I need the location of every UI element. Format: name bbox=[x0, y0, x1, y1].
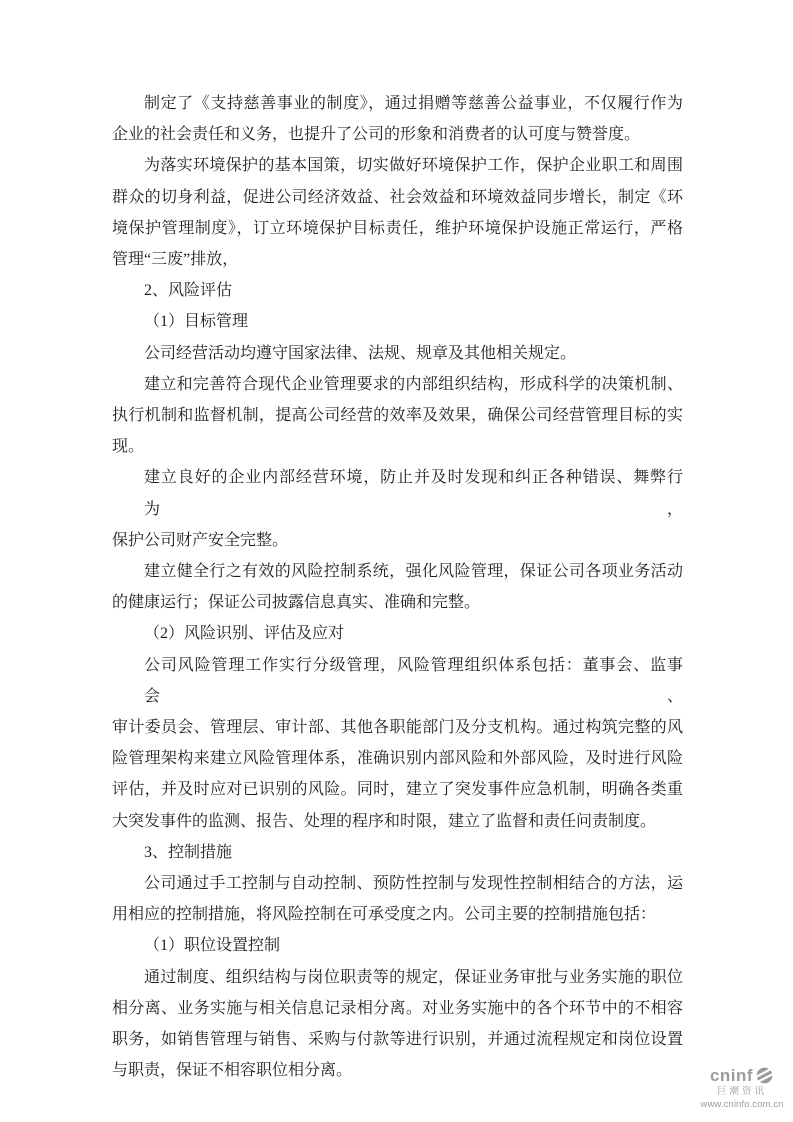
text-line: 评估，并及时应对已识别的风险。同时，建立了突发事件应急机制，明确各类重 bbox=[112, 781, 683, 799]
text-line: 现。 bbox=[112, 438, 145, 456]
swirl-globe-icon bbox=[755, 1066, 774, 1085]
text-line: 建立和完善符合现代企业管理要求的内部组织结构，形成科学的决策机制、 bbox=[144, 375, 683, 393]
text-line: （2）风险识别、评估及应对 bbox=[144, 625, 345, 643]
text-line: 公司风险管理工作实行分级管理，风险管理组织体系包括：董事会、监事会、 bbox=[144, 656, 683, 705]
text-line: （1）目标管理 bbox=[144, 313, 249, 331]
text-line: 用相应的控制措施，将风险控制在可承受度之内。公司主要的控制措施包括： bbox=[112, 906, 657, 924]
text-line: 境保护管理制度》，订立环境保护目标责任，维护环境保护设施正常运行，严格 bbox=[112, 219, 683, 237]
text-line: 公司经营活动均遵守国家法律、法规、规章及其他相关规定。 bbox=[144, 344, 577, 362]
text-line: 与职责，保证不相容职位相分离。 bbox=[112, 1062, 353, 1080]
text-line: 制定了《支持慈善事业的制度》，通过捐赠等慈善公益事业，不仅履行作为 bbox=[144, 95, 683, 112]
text-line: 为落实环境保护的基本国策，切实做好环境保护工作，保护企业职工和周围 bbox=[144, 157, 683, 175]
text-line: 执行机制和监督机制，提高公司经营的效率及效果，确保公司经营管理目标的实 bbox=[112, 407, 683, 425]
text-line: 建立健全行之有效的风险控制系统，强化风险管理，保证公司各项业务活动 bbox=[144, 563, 683, 581]
text-line: 保护公司财产安全完整。 bbox=[112, 531, 289, 549]
text-line: 通过制度、组织结构与岗位职责等的规定，保证业务审批与业务实施的职位 bbox=[144, 968, 683, 986]
text-line: 大突发事件的监测、报告、处理的程序和时限，建立了监督和责任问责制度。 bbox=[112, 812, 657, 830]
document-body bbox=[112, 88, 683, 1087]
text-line: 相分离、业务实施与相关信息记录相分离。对业务实施中的各个环节中的不相容 bbox=[112, 999, 683, 1017]
text-line: 审计委员会、管理层、审计部、其他各职能部门及分支机构。通过构筑完整的风 bbox=[112, 719, 683, 737]
text-line: 2、风险评估 bbox=[144, 282, 233, 300]
text-line: 的健康运行；保证公司披露信息真实、准确和完整。 bbox=[112, 594, 481, 612]
text-line: 职务，如销售管理与销售、采购与付款等进行识别，并通过流程规定和岗位设置 bbox=[112, 1031, 683, 1049]
cninfo-brand-row bbox=[700, 1066, 784, 1085]
cninfo-brand-text: cninf bbox=[709, 1066, 754, 1085]
text-line: 企业的社会责任和义务，也提升了公司的形象和消费者的认可度与赞誉度。 bbox=[112, 126, 641, 144]
text-line: 建立良好的企业内部经营环境，防止并及时发现和纠正各种错误、舞弊行为， bbox=[144, 469, 683, 518]
cninfo-logo bbox=[700, 1066, 784, 1109]
text-line: 管理“三废”排放， bbox=[112, 251, 239, 269]
cninfo-brand-chinese: 巨潮资讯 bbox=[716, 1086, 767, 1097]
text-line: 3、控制措施 bbox=[144, 843, 233, 861]
text-line: 群众的切身利益，促进公司经济效益、社会效益和环境效益同步增长，制定《环 bbox=[112, 188, 683, 206]
text-line: （1）职位设置控制 bbox=[144, 937, 281, 955]
cninfo-url: www.cninfo.com.cn bbox=[700, 1098, 784, 1110]
text-line: 公司通过手工控制与自动控制、预防性控制与发现性控制相结合的方法，运 bbox=[144, 875, 683, 893]
text-line: 险管理架构来建立风险管理体系，准确识别内部风险和外部风险，及时进行风险 bbox=[112, 750, 683, 768]
